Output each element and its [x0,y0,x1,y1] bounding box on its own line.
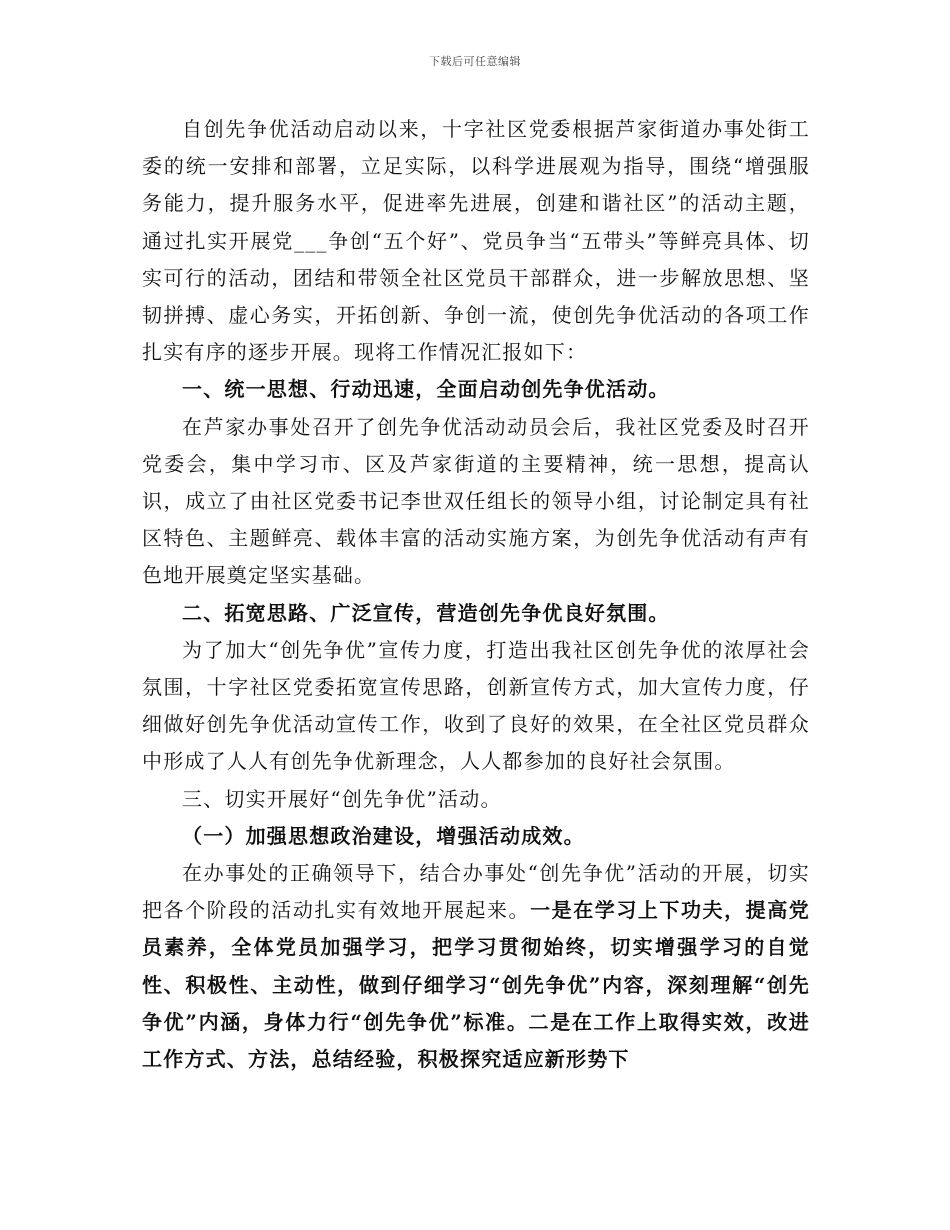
intro-paragraph: 自创先争优活动启动以来，十字社区党委根据芦家街道办事处街工委的统一安排和部署，立足实际，以科学进展观为指导，围绕“增强服务能力，提升服务水平，促进率先进展，创建和谐社区”的活动主题，通过扎实开展党___争创“五个好”、党员争当“五带头”等鲜亮具体、切实可行的活动，团结和带领全社区党员干部群众，进一步解放思想、坚韧拼搏、虚心务实，开拓创新、争创一流，使创先争优活动的各项工作扎实有序的逐步开展。现将工作情况汇报如下： [142,117,810,365]
subsection-heading-1: （一）加强思想政治建设，增强活动成效。 [182,823,585,848]
section-heading-2: 二、拓宽思路、广泛宣传，营造创先争优良好氛围。 [182,600,670,625]
page-header-note: 下载后可任意编辑 [429,55,521,68]
section-heading-1: 一、统一思想、行动迅速，全面启动创先争优活动。 [182,377,670,402]
section-heading-3: 三、切实开展好“创先争优”活动。 [182,786,502,811]
document-body [142,111,810,1078]
section-3-normal-text: 在办事处的正确领导下，结合办事处“创先争优”活动的开展，切实把各个阶段的活动扎实有效地开展起来。 [142,861,810,923]
section-3-paragraph [142,855,810,1078]
section-2-paragraph: 为了加大“创先争优”宣传力度，打造出我社区创先争优的浓厚社会氛围，十字社区党委拓宽宣传思路，创新宣传方式，加大宣传力度，仔细做好创先争优活动宣传工作，收到了良好的效果，在全社区党员群众中形成了人人有创先争优新理念，人人都参加的良好社会氛围。 [142,637,810,774]
section-1-paragraph: 在芦家办事处召开了创先争优活动动员会后，我社区党委及时召开党委会，集中学习市、区及芦家街道的主要精神，统一思想，提高认识，成立了由社区党委书记李世双任组长的领导小组，讨论制定具有社区特色、主题鲜亮、载体丰富的活动实施方案，为创先争优活动有声有色地开展奠定坚实基础。 [142,414,810,588]
section-3-bold-text: 一是在学习上下功夫，提高党员素养，全体党员加强学习，把学习贯彻始终，切实增强学习的自觉性、积极性、主动性，做到仔细学习“创先争优”内容，深刻理解“创先争优”内涵，身体力行“创先争优”标准。二是在工作上取得实效，改进工作方式、方法，总结经验，积极探究适应新形势下 [142,898,810,1072]
